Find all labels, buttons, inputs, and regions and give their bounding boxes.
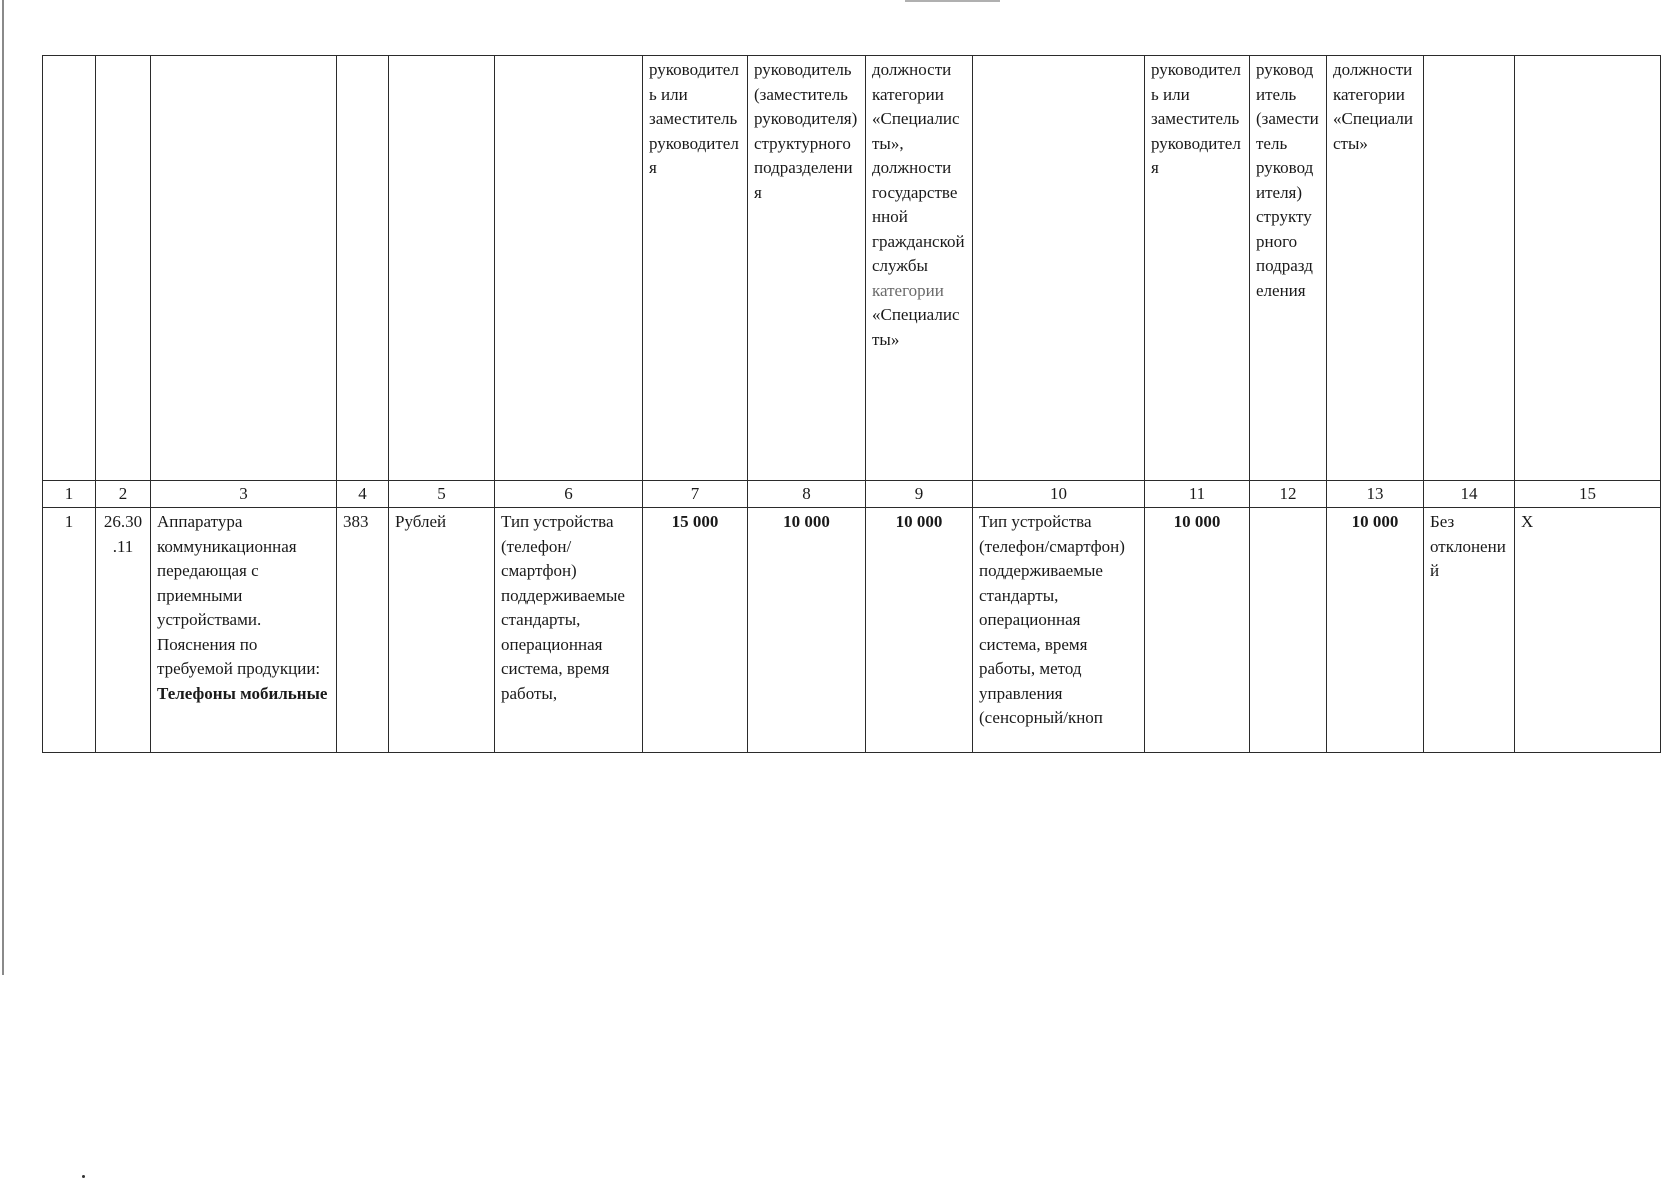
- scan-top-mark: [905, 0, 1000, 2]
- value-col-7: 15 000: [643, 508, 748, 753]
- characteristic-a: Тип устройства (телефон/смартфон) поддерживаемые стандарты, операционная система, время работы,: [495, 508, 643, 753]
- column-number: 8: [748, 481, 866, 508]
- column-number: 2: [96, 481, 151, 508]
- column-number: 14: [1424, 481, 1515, 508]
- header-cell-6: [495, 56, 643, 481]
- header-cell-9-tail: «Специалисты»: [872, 305, 960, 349]
- header-row: [43, 56, 1661, 481]
- column-number: 9: [866, 481, 973, 508]
- header-cell-1: [43, 56, 96, 481]
- column-number-row: [43, 481, 1661, 508]
- row-number: 1: [43, 508, 96, 753]
- mark-x: X: [1515, 508, 1661, 753]
- header-cell-5: [389, 56, 495, 481]
- column-number: 5: [389, 481, 495, 508]
- column-number: 3: [151, 481, 337, 508]
- value-col-9: 10 000: [866, 508, 973, 753]
- column-number: 12: [1250, 481, 1327, 508]
- header-cell-11: руководитель или заместитель руководителя: [1145, 56, 1250, 481]
- requirements-table: [42, 55, 1661, 753]
- column-number: 10: [973, 481, 1145, 508]
- header-cell-9-faint: категории: [872, 280, 944, 300]
- scan-dot: [82, 1175, 85, 1178]
- column-number: 15: [1515, 481, 1661, 508]
- okpd-code: 26.30.11: [96, 508, 151, 753]
- deviation-text: Без отклонений: [1424, 508, 1515, 753]
- value-col-11: 10 000: [1145, 508, 1250, 753]
- characteristic-b: Тип устройства (телефон/смартфон) поддерживаемые стандарты, операционная система, время работы, метод управления (сенсорный/кноп: [973, 508, 1145, 753]
- header-cell-10: [973, 56, 1145, 481]
- column-number: 6: [495, 481, 643, 508]
- header-cell-4: [337, 56, 389, 481]
- column-number: 7: [643, 481, 748, 508]
- column-number: 1: [43, 481, 96, 508]
- okei-code: 383: [337, 508, 389, 753]
- table-row: [43, 508, 1661, 753]
- product-name: [151, 508, 337, 753]
- scan-edge: [2, 0, 4, 975]
- header-cell-9: [866, 56, 973, 481]
- header-cell-8: руководитель (заместитель руководителя) структурного подразделения: [748, 56, 866, 481]
- header-cell-3: [151, 56, 337, 481]
- header-cell-2: [96, 56, 151, 481]
- column-number: 11: [1145, 481, 1250, 508]
- product-name-bold: Телефоны мобильные: [157, 683, 328, 703]
- value-col-8: 10 000: [748, 508, 866, 753]
- product-name-text: Аппаратура коммуникационная передающая с приемными устройствами. Пояснения по требуемой продукции:: [157, 512, 321, 678]
- column-number: 4: [337, 481, 389, 508]
- header-cell-7: руководитель или заместитель руководителя: [643, 56, 748, 481]
- header-cell-15: [1515, 56, 1661, 481]
- header-cell-13: должности категории «Специалисты»: [1327, 56, 1424, 481]
- value-col-13: 10 000: [1327, 508, 1424, 753]
- header-cell-14: [1424, 56, 1515, 481]
- value-col-12: [1250, 508, 1327, 753]
- column-number: 13: [1327, 481, 1424, 508]
- unit-name: Рублей: [389, 508, 495, 753]
- header-cell-9-text: должности категории «Специалисты», должности государственной гражданской службы: [872, 60, 965, 275]
- header-cell-12: руководитель (заместитель руководителя) структурного подразделения: [1250, 56, 1327, 481]
